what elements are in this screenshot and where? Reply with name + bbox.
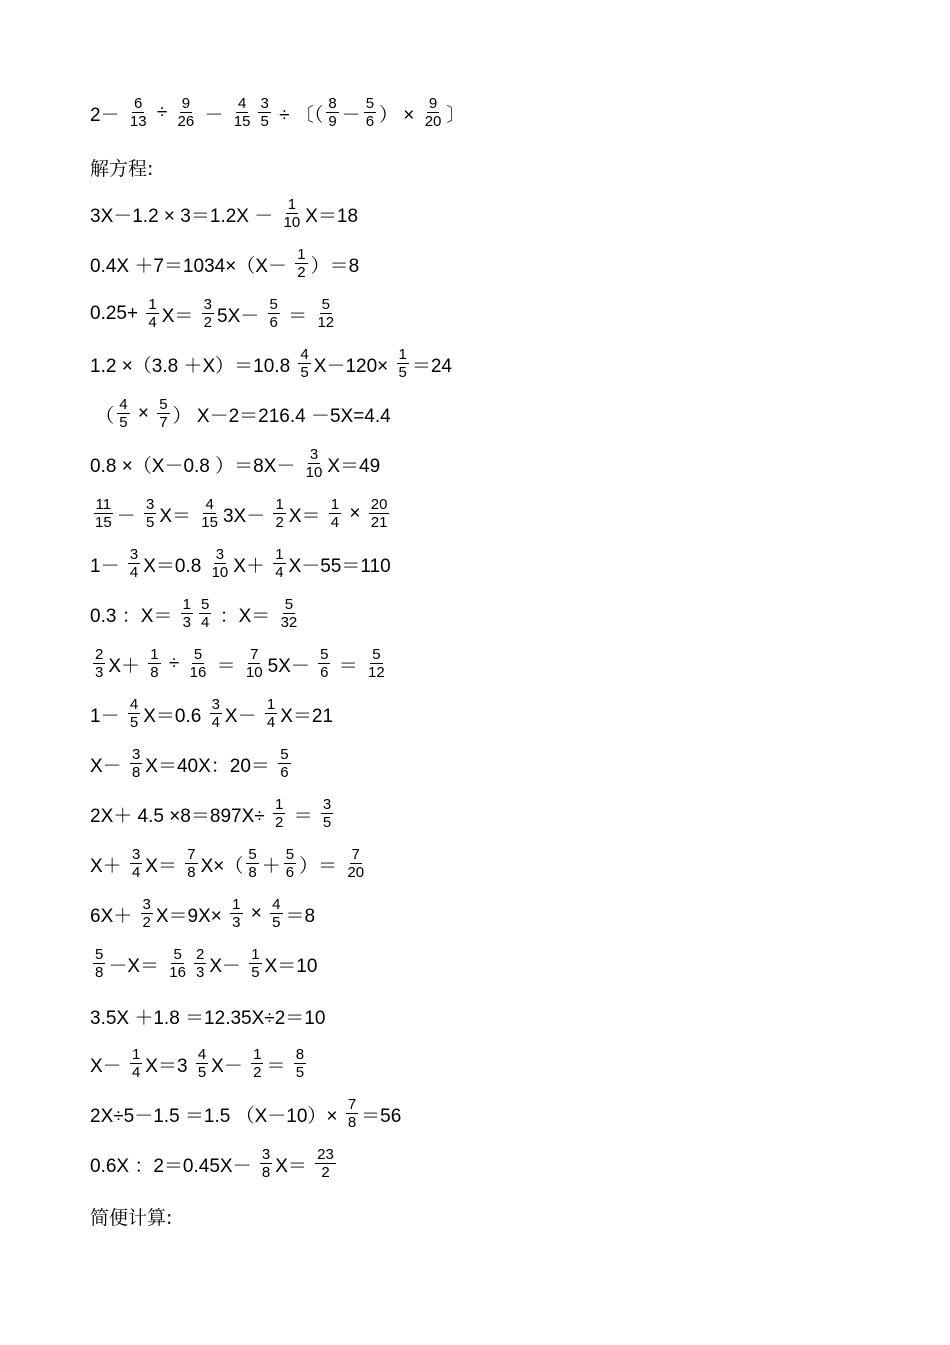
fraction-numerator: 1 <box>150 646 159 663</box>
fraction-numerator: 8 <box>328 95 337 112</box>
fraction <box>230 896 242 932</box>
fraction-denominator: 12 <box>368 664 385 681</box>
fraction-denominator: 2 <box>142 914 151 931</box>
expression-text: X＝ <box>161 305 199 327</box>
fraction-denominator: 5 <box>272 914 281 931</box>
fraction <box>423 95 444 131</box>
fraction-numerator: 5 <box>280 746 289 763</box>
fraction-numerator: 4 <box>129 696 139 713</box>
fraction-numerator: 1 <box>398 346 407 363</box>
fraction <box>273 546 285 582</box>
fraction-denominator: 4 <box>330 514 340 531</box>
fraction-numerator: 1 <box>266 696 276 713</box>
expression-text: X＋ <box>90 855 127 877</box>
fraction <box>282 196 303 232</box>
expression-text: 6X＋ <box>90 905 138 927</box>
fraction-numerator: 20 <box>370 496 388 513</box>
fraction-numerator: 2 <box>195 946 205 963</box>
expression-text: ）＝8 <box>310 255 360 277</box>
fraction-denominator: 5 <box>129 714 139 731</box>
equation-line <box>90 1039 309 1089</box>
expression-text: X－ <box>90 755 127 777</box>
fraction <box>157 396 169 432</box>
fraction-numerator: 4 <box>237 95 247 112</box>
fraction-denominator: 8 <box>347 1114 357 1131</box>
fraction-denominator: 2 <box>203 314 212 331</box>
fraction-denominator: 4 <box>275 564 284 581</box>
fraction <box>210 696 222 732</box>
expression-text: 2X＋ 4.5 ×8＝897X÷ <box>90 805 270 827</box>
fraction-numerator: 1 <box>131 1046 141 1063</box>
fraction <box>265 696 277 732</box>
fraction <box>188 646 209 682</box>
expression-text: 1－ <box>90 555 125 577</box>
fraction <box>273 796 285 832</box>
fraction <box>176 95 197 131</box>
expression-text: X＝ <box>145 855 183 877</box>
equation-line <box>90 239 359 289</box>
fraction-numerator: 5 <box>372 646 381 663</box>
fraction <box>146 296 158 332</box>
fraction <box>194 946 206 982</box>
fraction <box>315 1146 336 1182</box>
fraction-numerator: 5 <box>320 646 329 663</box>
equation-line <box>90 339 452 389</box>
fraction-denominator: 4 <box>201 614 210 631</box>
fraction-denominator: 9 <box>328 113 337 130</box>
fraction-denominator: 8 <box>131 764 141 781</box>
fraction <box>397 346 409 382</box>
fraction-numerator: 3 <box>211 696 220 713</box>
section-heading: 简便计算: <box>90 1206 173 1229</box>
fraction <box>345 846 366 882</box>
fraction <box>318 646 330 682</box>
fraction <box>167 946 188 982</box>
fraction-numerator: 23 <box>317 1146 334 1163</box>
fraction-denominator: 6 <box>365 113 375 130</box>
equation-line <box>90 689 333 739</box>
fraction-numerator: 6 <box>134 95 143 112</box>
fraction-denominator: 5 <box>251 964 260 981</box>
fraction <box>298 346 310 382</box>
expression-text: 2－ <box>90 104 125 126</box>
fraction-denominator: 10 <box>245 664 263 681</box>
fraction-numerator: 5 <box>269 296 278 313</box>
expression-text: X－ <box>224 705 262 727</box>
fraction-denominator: 10 <box>211 564 229 581</box>
fraction-numerator: 5 <box>248 846 257 863</box>
fraction <box>295 246 307 282</box>
fraction-denominator: 26 <box>177 113 195 130</box>
fraction <box>326 95 338 131</box>
fraction <box>117 396 129 432</box>
fraction-denominator: 2 <box>253 1064 262 1081</box>
expression-text: X＝ <box>159 505 197 527</box>
fraction-denominator: 15 <box>201 514 218 531</box>
fraction-numerator: 4 <box>300 346 309 363</box>
fraction-denominator: 12 <box>317 314 335 331</box>
fraction-denominator: 15 <box>95 514 112 531</box>
equation-line <box>90 1089 401 1139</box>
fraction <box>144 496 156 532</box>
fraction-numerator: 7 <box>347 1096 357 1113</box>
fraction <box>130 746 142 782</box>
fraction-denominator: 16 <box>169 964 186 981</box>
equation-line <box>90 789 336 839</box>
fraction-numerator: 8 <box>295 1046 305 1063</box>
expression-text: ＝ <box>282 305 313 327</box>
fraction <box>329 496 341 532</box>
fraction <box>364 95 376 131</box>
fraction-denominator: 10 <box>283 214 301 231</box>
fraction <box>128 696 140 732</box>
fraction <box>321 796 333 832</box>
fraction-denominator: 13 <box>129 113 147 130</box>
equation-line <box>90 1139 339 1189</box>
expression-text: X－ <box>211 1055 249 1077</box>
expression-text: 0.25+ <box>90 303 144 324</box>
fraction-numerator: 3 <box>260 95 269 112</box>
fraction-numerator: 9 <box>428 95 438 112</box>
fraction-numerator: 1 <box>275 496 284 513</box>
expression-text: 1－ <box>90 705 125 727</box>
equation-line <box>90 589 302 639</box>
fraction-denominator: 6 <box>320 664 329 681</box>
expression-text: X－55＝110 <box>288 555 391 577</box>
fraction-denominator: 16 <box>189 664 207 681</box>
expression-text: 3X－ <box>222 505 271 527</box>
fraction <box>232 95 253 131</box>
fraction-numerator: 4 <box>197 1046 207 1063</box>
fraction-denominator: 4 <box>131 864 141 881</box>
fraction-denominator: 8 <box>187 864 196 881</box>
fraction-numerator: 5 <box>173 946 182 963</box>
expression-text: ＝ <box>288 805 318 827</box>
expression-text: X－ <box>90 1055 127 1077</box>
fraction-numerator: 11 <box>95 496 112 513</box>
expression-text: ＝ <box>266 1055 291 1077</box>
expression-text: 0.3 ：X＝ <box>90 605 178 627</box>
fraction-numerator: 3 <box>215 546 225 563</box>
expression-text: 5X－ <box>267 655 316 677</box>
fraction-denominator: 8 <box>261 1164 271 1181</box>
fraction <box>128 95 149 131</box>
fraction <box>196 1046 208 1082</box>
fraction <box>210 546 231 582</box>
fraction-denominator: 3 <box>182 614 191 631</box>
fraction <box>128 546 140 582</box>
expression-text: ÷ <box>163 653 185 674</box>
fraction-numerator: 5 <box>201 596 210 613</box>
fraction <box>270 896 282 932</box>
fraction-numerator: 5 <box>365 95 375 112</box>
fraction <box>304 446 325 482</box>
fraction-denominator: 5 <box>145 514 155 531</box>
fraction <box>244 646 265 682</box>
fraction-denominator: 5 <box>119 414 128 431</box>
fraction-numerator: 5 <box>284 596 294 613</box>
fraction-numerator: 4 <box>119 396 128 413</box>
fraction-numerator: 3 <box>142 896 151 913</box>
fraction-numerator: 7 <box>351 846 360 863</box>
expression-text: 〕 <box>446 104 466 126</box>
expression-text: 0.6X ：2＝0.45X－ <box>90 1155 257 1177</box>
fraction-denominator: 20 <box>347 864 365 881</box>
fraction-numerator: 1 <box>253 1046 262 1063</box>
expression-text: × <box>344 503 366 524</box>
expression-text: －X＝ <box>108 955 165 977</box>
fraction <box>185 846 197 882</box>
fraction <box>141 896 153 932</box>
expression-text: ） × <box>379 104 420 126</box>
expression-text: 3.5X ＋1.8 ＝12.35X÷2＝10 <box>90 1007 326 1029</box>
equation-line <box>90 939 317 989</box>
fraction-denominator: 32 <box>280 614 298 631</box>
equation-line <box>90 289 339 339</box>
fraction <box>268 296 280 332</box>
fraction-denominator: 15 <box>233 113 251 130</box>
equation-line <box>90 439 380 489</box>
equation-line <box>90 489 392 539</box>
expression-text: X＝0.8 <box>143 555 207 577</box>
fraction <box>258 95 270 131</box>
expression-text: X＝3 <box>145 1055 193 1077</box>
expression-text: ＝8 <box>285 905 316 927</box>
fraction-denominator: 5 <box>300 364 309 381</box>
equation-line <box>90 889 315 939</box>
expression-text: X＝9X× <box>155 905 228 927</box>
expression-text: （ <box>90 405 115 427</box>
expression-text: X＝10 <box>264 955 318 977</box>
fraction-numerator: 1 <box>297 246 306 263</box>
fraction-denominator: 5 <box>197 1064 207 1081</box>
equation-line <box>90 88 465 138</box>
expression-text: X×（ <box>200 855 244 877</box>
fraction-denominator: 6 <box>285 864 295 881</box>
fraction-denominator: 3 <box>195 964 205 981</box>
expression-text: × <box>132 403 155 424</box>
expression-text: X－ <box>209 955 247 977</box>
fraction-denominator: 7 <box>159 414 168 431</box>
fraction-numerator: 3 <box>322 796 332 813</box>
expression-text: X－120× <box>313 355 394 377</box>
expression-text: X＝49 <box>327 455 381 477</box>
expression-text: 3X－1.2 × 3＝1.2X － <box>90 205 279 227</box>
expression-text: X＋ <box>233 555 271 577</box>
expression-text: ）＝ <box>299 855 343 877</box>
fraction-numerator: 5 <box>285 846 295 863</box>
fraction-denominator: 5 <box>398 364 407 381</box>
equation-line <box>90 839 369 889</box>
fraction <box>294 1046 306 1082</box>
expression-text: － <box>199 104 229 126</box>
expression-text: ＝24 <box>411 355 452 377</box>
fraction <box>278 746 290 782</box>
fraction-denominator: 4 <box>131 1064 141 1081</box>
equation-line <box>90 389 391 439</box>
fraction-denominator: 8 <box>248 864 257 881</box>
fraction <box>279 596 300 632</box>
fraction <box>249 946 261 982</box>
fraction-numerator: 3 <box>131 746 141 763</box>
fraction-denominator: 8 <box>95 964 104 981</box>
fraction-numerator: 1 <box>275 546 284 563</box>
expression-text: ＝ <box>211 655 241 677</box>
expression-text: － <box>116 505 141 527</box>
fraction-denominator: 4 <box>211 714 220 731</box>
fraction-numerator: 5 <box>159 396 168 413</box>
fraction <box>273 496 285 532</box>
fraction <box>284 846 296 882</box>
fraction-denominator: 2 <box>274 814 284 831</box>
expression-text: X＝ <box>288 505 326 527</box>
fraction-numerator: 1 <box>182 596 191 613</box>
expression-text: 5X－ <box>217 305 265 327</box>
fraction-numerator: 3 <box>129 546 139 563</box>
fraction-numerator: 2 <box>95 646 104 663</box>
fraction <box>369 496 390 532</box>
fraction-numerator: 4 <box>272 896 281 913</box>
fraction-denominator: 4 <box>266 714 276 731</box>
fraction <box>93 946 105 982</box>
fraction <box>130 1046 142 1082</box>
fraction-numerator: 3 <box>203 296 212 313</box>
fraction-numerator: 3 <box>261 1146 271 1163</box>
fraction-denominator: 6 <box>280 764 289 781</box>
fraction <box>93 496 114 532</box>
expression-text: X＝21 <box>280 705 334 727</box>
fraction-numerator: 1 <box>287 196 297 213</box>
expression-text: X＝18 <box>305 205 359 227</box>
expression-text: X＝0.6 <box>143 705 207 727</box>
equation-line <box>90 539 391 589</box>
fraction-numerator: 3 <box>131 846 141 863</box>
fraction <box>148 646 160 682</box>
fraction-denominator: 8 <box>150 664 159 681</box>
fraction-denominator: 3 <box>232 914 241 931</box>
expression-text: ＝ <box>333 655 364 677</box>
fraction <box>199 496 220 532</box>
expression-text: × <box>245 903 268 924</box>
fraction-numerator: 7 <box>250 646 259 663</box>
fraction-denominator: 5 <box>322 814 332 831</box>
fraction-numerator: 3 <box>145 496 155 513</box>
fraction <box>181 596 193 632</box>
fraction <box>130 846 142 882</box>
fraction-numerator: 5 <box>321 296 330 313</box>
fraction-numerator: 1 <box>148 296 157 313</box>
equation-line <box>90 189 358 239</box>
expression-text: 0.4X ＋7＝1034×（X－ <box>90 255 293 277</box>
fraction-numerator: 1 <box>330 496 340 513</box>
equation-line <box>90 639 390 689</box>
fraction <box>202 296 214 332</box>
fraction-denominator: 6 <box>269 314 278 331</box>
fraction <box>246 846 258 882</box>
expression-text: ÷ 〔（ <box>273 104 324 126</box>
fraction-numerator: 1 <box>274 796 284 813</box>
fraction-numerator: 7 <box>187 846 196 863</box>
fraction <box>93 646 105 682</box>
expression-text: X＝ <box>275 1155 313 1177</box>
fraction <box>315 296 336 332</box>
fraction <box>251 1046 263 1082</box>
fraction-numerator: 1 <box>251 946 260 963</box>
expression-text: － <box>341 104 361 126</box>
expression-text: X＋ <box>108 655 146 677</box>
fraction <box>366 646 387 682</box>
fraction-denominator: 2 <box>275 514 284 531</box>
expression-text: 1.2 ×（3.8 ＋X）＝10.8 <box>90 355 296 377</box>
expression-text: ÷ <box>151 102 173 123</box>
fraction-numerator: 4 <box>205 496 214 513</box>
fraction <box>346 1096 358 1132</box>
equation-line <box>90 739 294 789</box>
expression-text: ） X－2＝216.4 －5X=4.4 <box>172 405 391 427</box>
fraction <box>199 596 211 632</box>
fraction-numerator: 9 <box>181 95 191 112</box>
fraction-numerator: 5 <box>95 946 104 963</box>
expression-text: ＝56 <box>361 1105 402 1127</box>
expression-text: X＝40X：20＝ <box>145 755 276 777</box>
expression-text: 2X÷5－1.5 ＝1.5 （X－10）× <box>90 1105 343 1127</box>
fraction-denominator: 21 <box>370 514 388 531</box>
fraction-numerator: 1 <box>232 896 241 913</box>
fraction-denominator: 2 <box>297 264 306 281</box>
expression-text: ：X＝ <box>214 605 276 627</box>
fraction-numerator: 3 <box>309 446 319 463</box>
fraction-denominator: 2 <box>321 1164 330 1181</box>
fraction-denominator: 20 <box>424 113 442 130</box>
section-heading: 解方程: <box>90 157 154 180</box>
fraction-denominator: 4 <box>129 564 139 581</box>
expression-text: 0.8 ×（X－0.8 ）＝8X－ <box>90 455 301 477</box>
fraction-denominator: 3 <box>95 664 104 681</box>
fraction <box>260 1146 272 1182</box>
fraction-denominator: 10 <box>305 464 323 481</box>
fraction-denominator: 5 <box>295 1064 305 1081</box>
fraction-denominator: 4 <box>148 314 157 331</box>
fraction-numerator: 5 <box>193 646 203 663</box>
equation-line <box>90 991 325 1041</box>
fraction-denominator: 5 <box>260 113 269 130</box>
expression-text: ＋ <box>261 855 281 877</box>
